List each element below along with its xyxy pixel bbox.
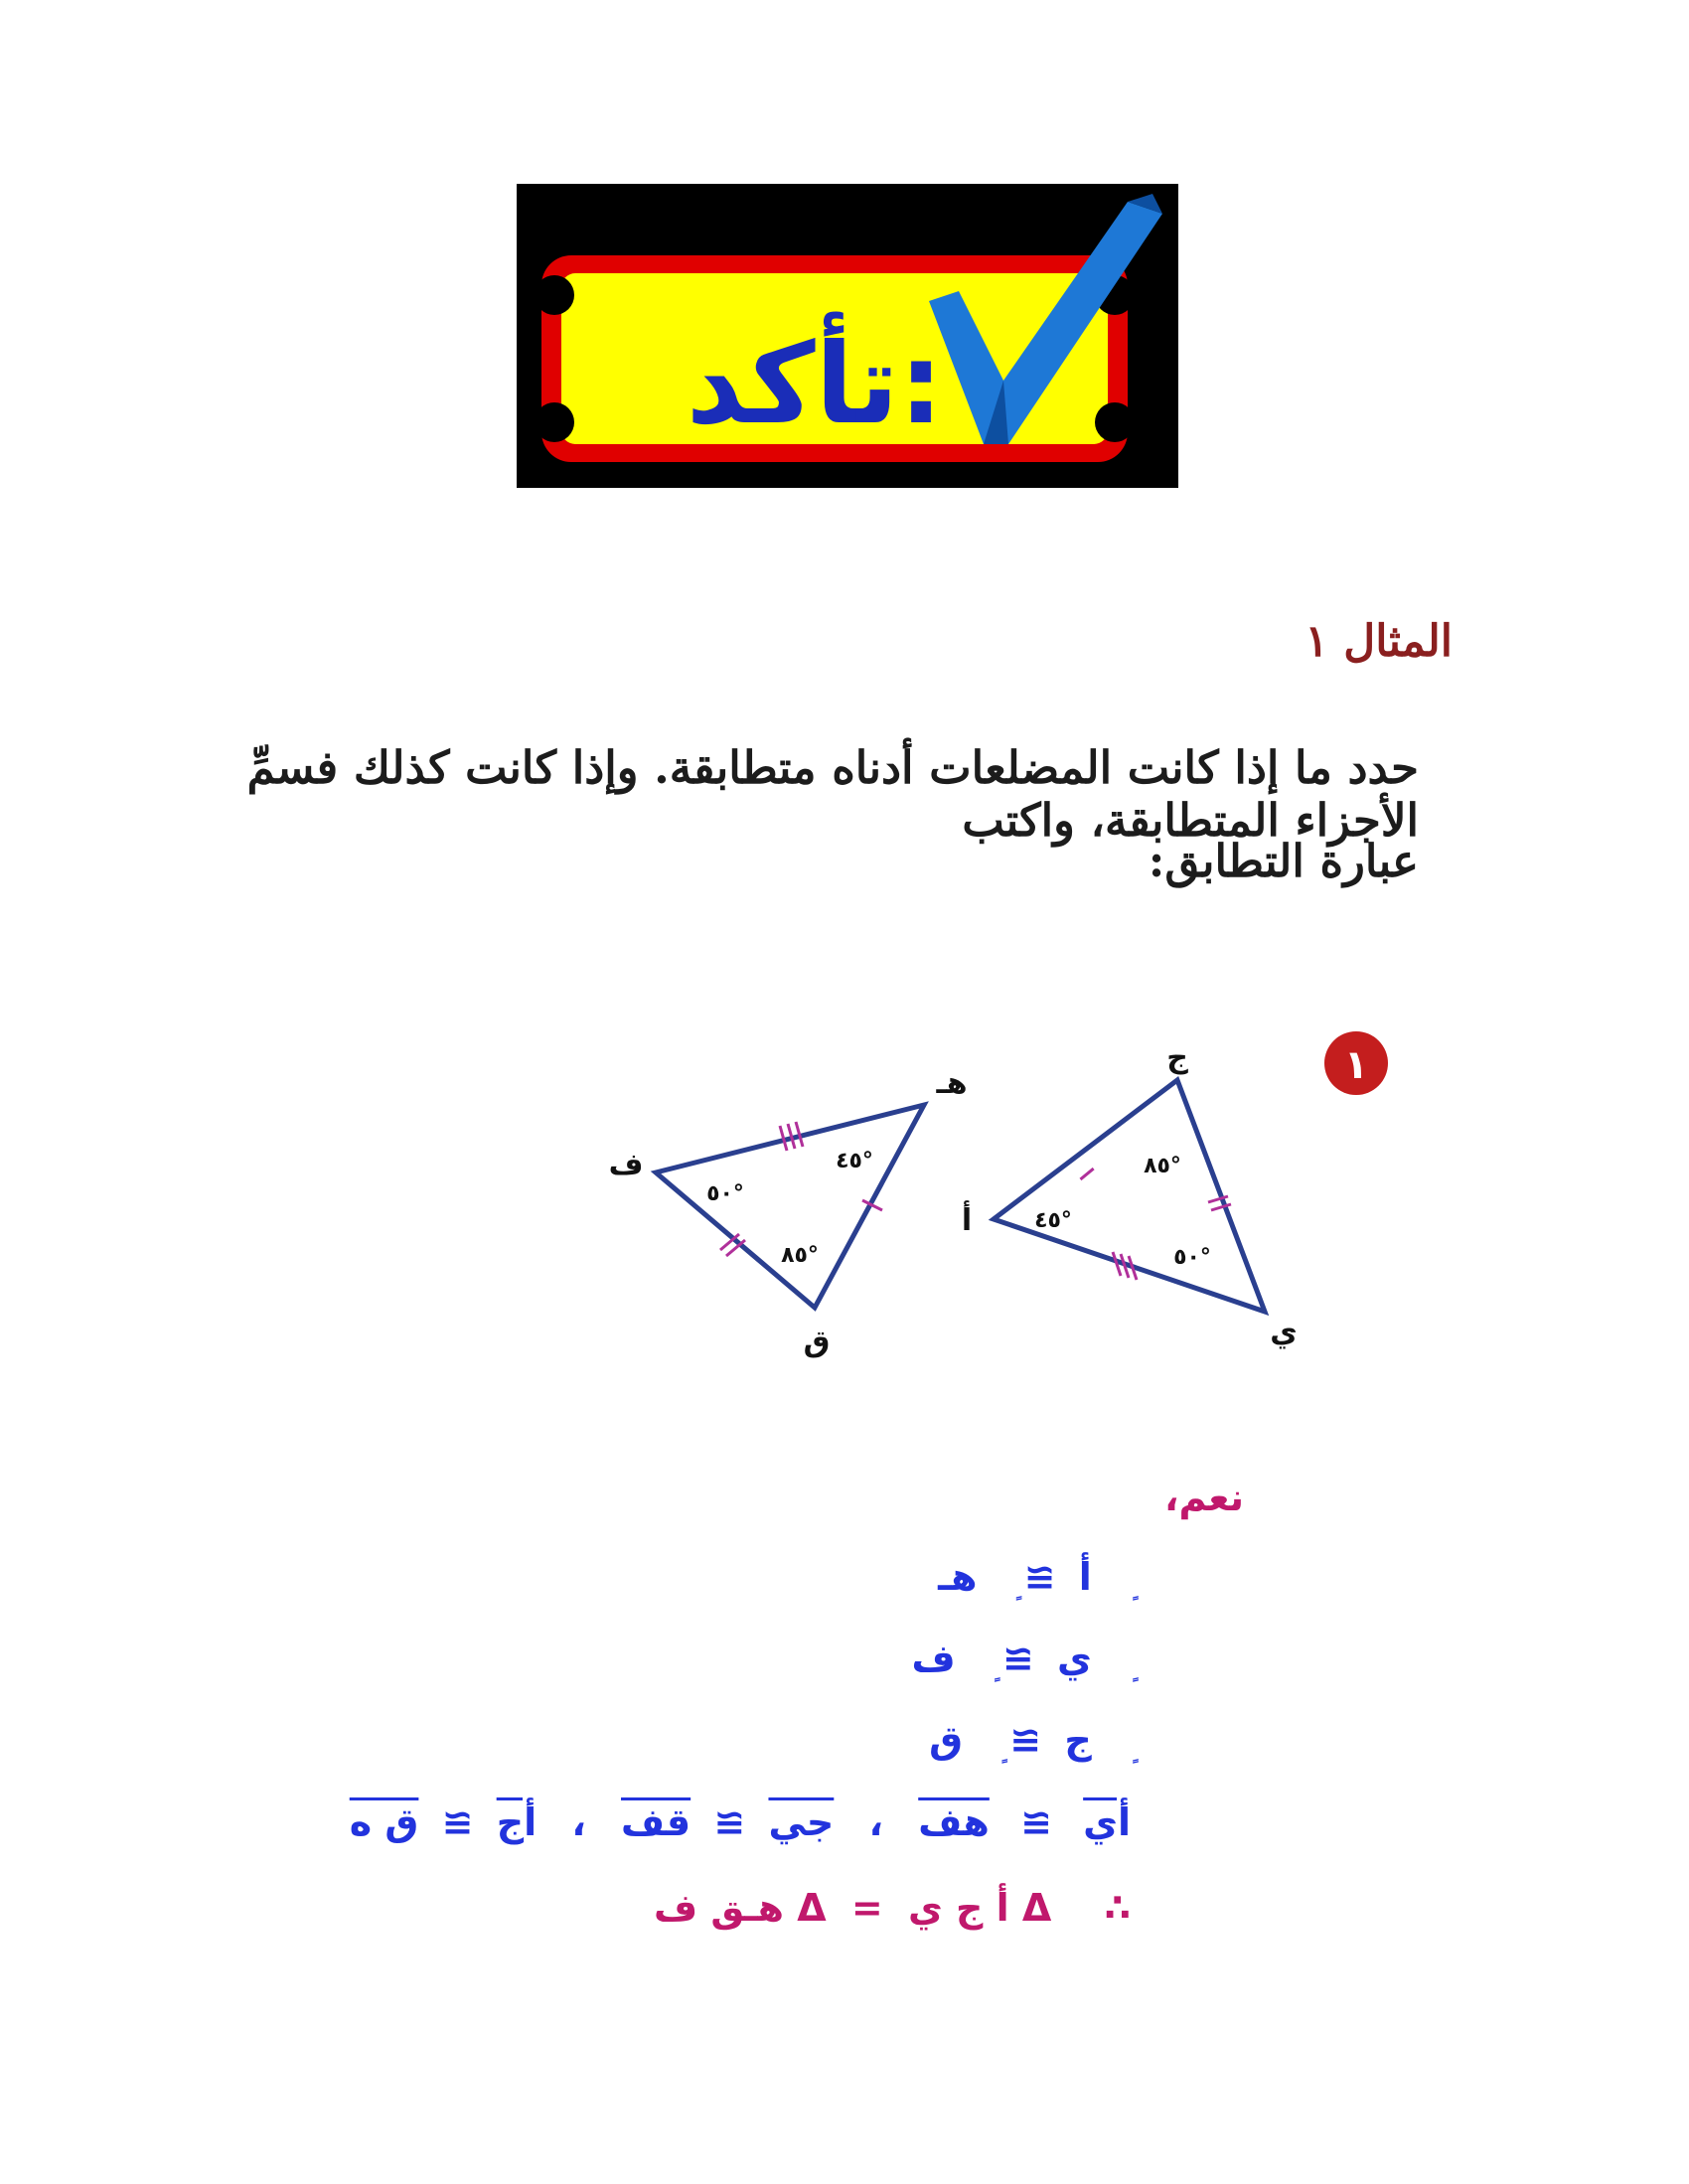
vertex-qaf: ق xyxy=(803,1325,831,1359)
answer-angle-3: ج ≅ ق xyxy=(929,1718,1092,1762)
angle-left-right: ٤٥° xyxy=(1034,1208,1072,1233)
triangle-left xyxy=(609,1066,968,1359)
answer-yes: نعم، xyxy=(1164,1476,1244,1519)
confirm-banner xyxy=(517,184,1178,488)
angle-top-right: ٨٥° xyxy=(1144,1154,1181,1178)
triangles-figure xyxy=(576,1023,1401,1381)
angle-left-left: ٥٠° xyxy=(706,1181,744,1206)
vertex-ha: هـ xyxy=(936,1066,968,1101)
angle-bottom-right: ٥٠° xyxy=(1173,1245,1211,1270)
instruction-line-1: حدد ما إذا كانت المضلعات أدناه متطابقة. وإذا كانت كذلك فسمِّ الأجزاء المتطابقة، واكتب xyxy=(246,741,1419,847)
angle-bottom-left: ٨٥° xyxy=(781,1243,819,1268)
answer-congruence-statement: ∴ Δ أ ج ي = Δ هـق ف xyxy=(654,1886,1131,1930)
angle-top-left: ٤٥° xyxy=(836,1149,873,1173)
triangle-right xyxy=(962,1040,1298,1349)
instruction-line-2: عبارة التطابق: xyxy=(1148,835,1419,887)
example-heading: المثال ١ xyxy=(1305,616,1453,667)
exercise-number-badge xyxy=(1324,1031,1388,1095)
answer-sides: أي ≅ هف ، جي ≅ قف ، أج ≅ ق ه xyxy=(349,1800,1131,1844)
banner-text: تأكد: xyxy=(686,320,944,449)
vertex-alif: أ xyxy=(961,1203,973,1238)
vertex-ya: ي xyxy=(1270,1315,1298,1349)
answer-angle-1: أ ≅ هـ xyxy=(938,1555,1092,1599)
vertex-fa: ف xyxy=(608,1148,644,1182)
vertex-jeem: ج xyxy=(1166,1040,1188,1075)
svg-text:١: ١ xyxy=(1343,1042,1369,1088)
answer-angle-2: ي ≅ ف xyxy=(911,1637,1092,1680)
